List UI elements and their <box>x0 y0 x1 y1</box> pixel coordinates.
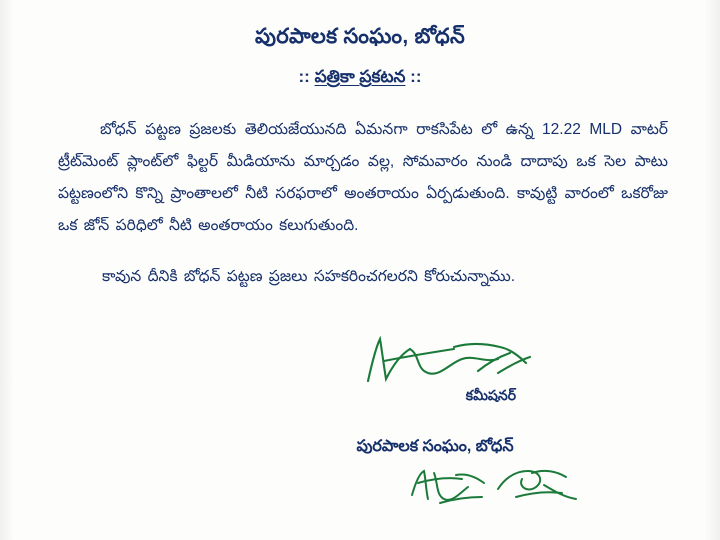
signature-mark-commissioner <box>358 333 538 393</box>
body-text <box>36 114 684 293</box>
subtitle-main: పత్రికా ప్రకటన <box>314 67 406 87</box>
signature-block <box>36 333 684 503</box>
subtitle-row <box>36 66 684 88</box>
signature-mark-right <box>488 463 598 509</box>
paragraph-2: కావున దీనికి బోధన్ పట్టణ ప్రజలు సహకరించగలరని కోరుచున్నాము. <box>102 268 516 286</box>
press-note-heading <box>299 66 422 88</box>
subtitle-prefix: :: <box>298 67 315 87</box>
page-title: పురపాలక సంఘం, బోధన్ <box>254 25 466 48</box>
paragraph-1: బోధన్ పట్టణ ప్రజలకు తెలియజేయునది ఏమనగా రాకసిపేట లో ఉన్న 12.22 MLD వాటర్ ట్రీట్‌మెంట్ ప్లాంట్‌లో ఫిల్టర్ మీడియాను మార్చడం వల్ల, సోమవారం నుండి దాదాపు ఒక సెల పాటు పట్టణంలోని కొన్ని ప్రాంతాలలో నీటి సరఫరాలో అంతరాయం ఏర్పడుతుంది. కావుట్టి వారంలో ఒకరోజు ఒక జోన్ పరిధిలో నీటి అంతరాయం కలుగుతుంది. <box>58 121 668 234</box>
signature-office: పురపాలక సంఘం, బోధన్ <box>356 438 514 456</box>
signature-caption: కమీషనర్ <box>465 387 516 404</box>
subtitle-suffix: :: <box>405 67 422 87</box>
